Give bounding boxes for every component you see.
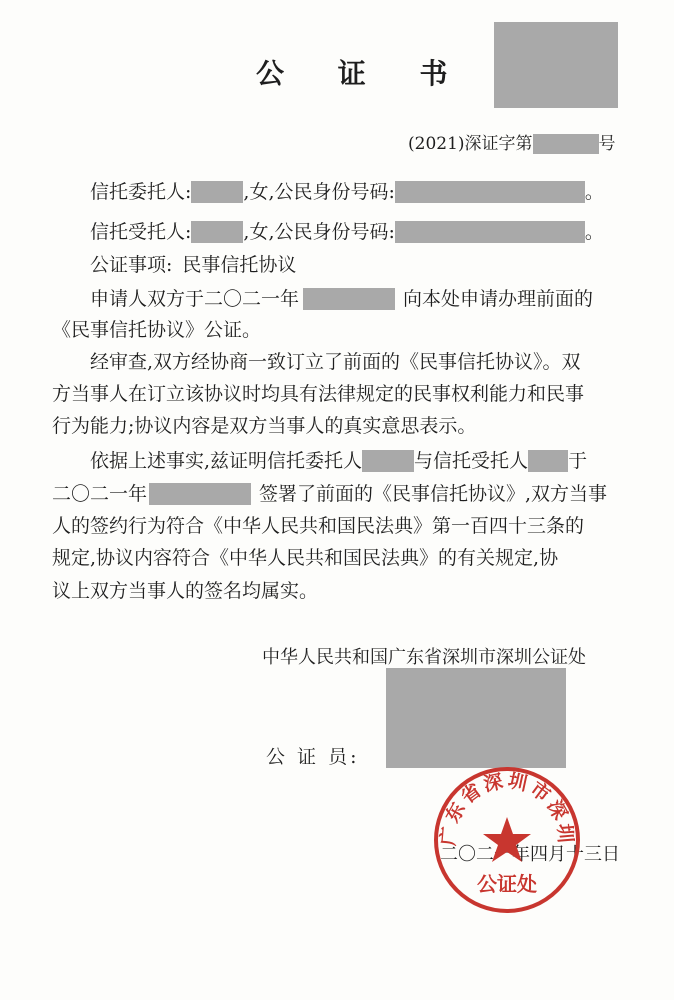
matter-line [90,253,296,277]
trustor-id-redaction [395,181,585,203]
p2-line1 [90,350,581,374]
case-number-redaction [533,134,599,154]
p3-date-redaction [149,483,251,505]
p3-line5-text: 议上双方当事人的签名均属实。 [52,580,319,602]
trustee-gender-text: ,女,公民身份号码: [243,221,395,243]
issue-date: 二〇二一年四月十三日 [440,844,620,865]
p3-line3-text: 人的签约行为符合《中华人民共和国民法典》第一百四十三条的 [52,515,585,537]
trustor-label: 信托委托人: [90,181,192,203]
p3-line2-a: 二〇二一年 [52,483,148,505]
p3-line1-c: 于 [568,450,588,472]
signature-redaction [386,668,566,768]
p3-line2-b: 签署了前面的《民事信托协议》,双方当事 [259,483,608,505]
trustee-label: 信托受托人: [90,221,192,243]
case-number [408,132,616,156]
trustor-line [90,180,604,204]
trustor-gender-text: ,女,公民身份号码: [243,181,395,203]
seal-star [483,817,531,862]
p2-line3-text: 行为能力;协议内容是双方当事人的真实意思表示。 [52,415,477,437]
matter-label: 公证事项: [90,254,173,276]
p3-line1 [90,449,587,473]
trustee-line [90,220,604,244]
p3-line3 [52,514,584,538]
p3-line2 [52,482,607,506]
seal-arc-text-path: 广东省深圳市深圳 [437,769,577,847]
p3-line1-a: 依据上述事实,兹证明信托委托人 [90,450,363,472]
p1-line2-text: 《民事信托协议》公证。 [52,319,262,341]
trustor-name-redaction [191,181,243,203]
p1-line1 [90,287,593,311]
seal-bottom-text: 公证处 [477,872,537,896]
issuer-name: 中华人民共和国广东省深圳市深圳公证处 [262,647,586,668]
p3-line1-b: 与信托受托人 [414,450,529,472]
trustee-name-redaction [191,221,243,243]
p1-date-redaction [303,288,395,310]
photo-redaction [494,22,618,108]
trustor-end: 。 [584,181,604,203]
official-seal [432,765,582,915]
p2-line2-text: 方当事人在订立该协议时均具有法律规定的民事权利能力和民事 [52,383,585,405]
matter-value: 民事信托协议 [182,254,297,276]
notary-label: 公 证 员: [266,746,360,768]
case-number-suffix: 号 [598,134,616,154]
p3-line5 [52,579,318,603]
p2-line1-text: 经审查,双方经协商一致订立了前面的《民事信托协议》。双 [90,351,581,373]
p2-line3 [52,414,476,438]
p3-trustor-redaction [362,450,414,472]
p2-line2 [52,382,584,406]
p1-line1-a: 申请人双方于二〇二一年 [90,288,300,310]
p3-line4-text: 规定,协议内容符合《中华人民共和国民法典》的有关规定,协 [52,547,559,569]
trustee-end: 。 [584,221,604,243]
p1-line2 [52,318,261,342]
p3-trustee-redaction [528,450,568,472]
trustee-id-redaction [395,221,585,243]
p3-line4 [52,546,558,570]
document-title: 公 证 书 [256,57,470,90]
case-number-prefix: (2021)深证字第 [408,134,533,154]
p1-line1-b: 向本处申请办理前面的 [403,288,594,310]
